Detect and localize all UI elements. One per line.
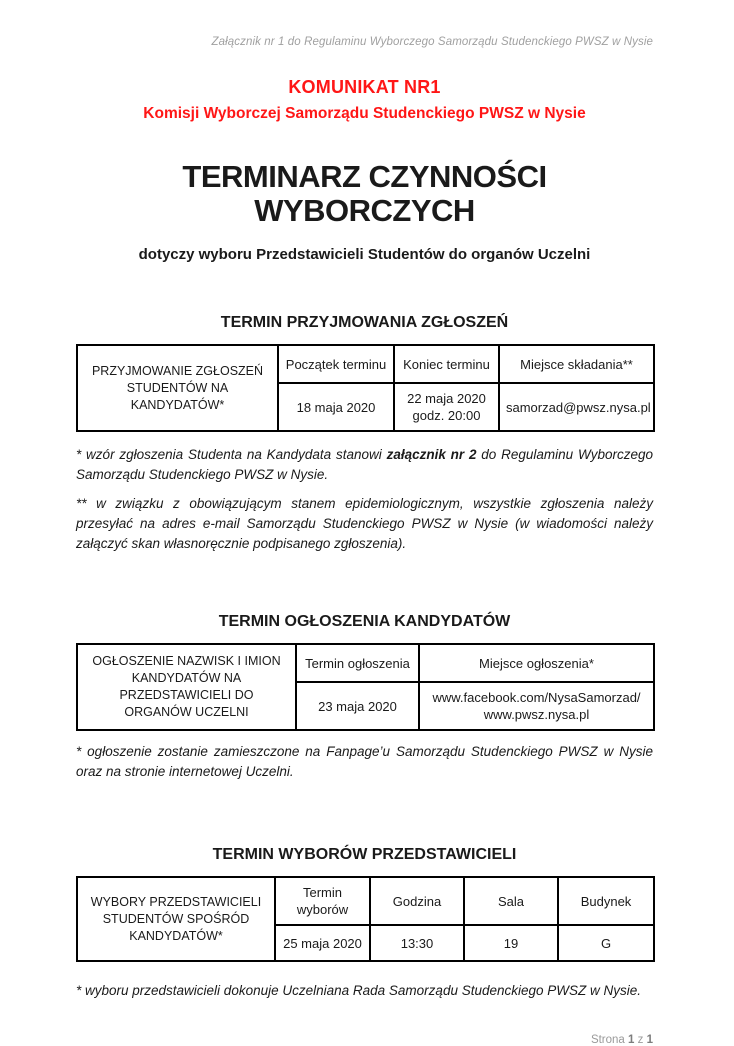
announcement-place-line2: www.pwsz.nysa.pl: [483, 707, 590, 722]
elections-row-label: WYBORY PRZEDSTAWICIELI STUDENTÓW SPOŚRÓD KANDYDATÓW*: [77, 877, 275, 961]
footnote-epidemic-notice: ** w związku z obowiązującym stanem epidemiologicznym, wszystkie zgłoszenia należy przesyłać na adres e-mail Samorządu Studenckiego PWSZ w Nysie (w wiadomości należy załączyć skan własnoręcznie podpisanego zgłoszenia).: [76, 496, 653, 551]
col-header-announcement-place: Miejsce ogłoszenia*: [419, 644, 654, 682]
attachment-note: Załącznik nr 1 do Regulaminu Wyborczego Samorządu Studenckiego PWSZ w Nysie: [211, 36, 653, 48]
candidates-announcement-table: [76, 643, 655, 731]
election-building-value: G: [558, 925, 654, 961]
col-header-election-date: Termin wyborów: [275, 877, 370, 925]
col-header-end-date: Koniec terminu: [394, 345, 499, 383]
footnote-text-pre: * wzór zgłoszenia Studenta na Kandydata stanowi: [76, 447, 387, 462]
main-title: TERMINARZ CZYNNOŚCI WYBORCZYCH: [182, 159, 547, 228]
main-subtitle: dotyczy wyboru Przedstawicieli Studentów do organów Uczelni: [138, 246, 591, 263]
section-submissions: [76, 312, 653, 554]
submissions-row-label: PRZYJMOWANIE ZGŁOSZEŃ STUDENTÓW NA KANDYDATÓW*: [77, 345, 278, 431]
footnote-text-post: do Regulaminu Wyborczego Samorządu Studenckiego PWSZ w Nysie.: [76, 447, 653, 482]
end-date-value: [394, 383, 499, 431]
announcement-place-line1: www.facebook.com/NysaSamorzad/: [432, 690, 641, 705]
footnote-announcement-place: * ogłoszenie zostanie zamieszczone na Fanpage’u Samorządu Studenckiego PWSZ w Nysie oraz na stronie internetowej Uczelni.: [76, 744, 653, 779]
footnote-election-body: * wyboru przedstawicieli dokonuje Uczelniana Rada Samorządu Studenckiego PWSZ w Nysie.: [76, 983, 642, 998]
elections-table: [76, 876, 655, 962]
election-date-value: 25 maja 2020: [275, 925, 370, 961]
document-content: [76, 0, 653, 1046]
end-date-line1: 22 maja 2020: [407, 391, 486, 406]
col-header-building: Budynek: [558, 877, 654, 925]
section-candidates-announcement: [76, 611, 653, 782]
page-footer-separator: z: [637, 1034, 644, 1046]
announcement-date-value: 23 maja 2020: [296, 682, 419, 730]
footnote-text-bold: załącznik nr 2: [386, 447, 477, 462]
col-header-room: Sala: [464, 877, 558, 925]
col-header-submission-place: Miejsce składania**: [499, 345, 654, 383]
end-date-line2: godz. 20:00: [412, 408, 481, 423]
col-header-time: Godzina: [370, 877, 464, 925]
page-footer-label: Strona: [590, 1034, 625, 1046]
page-footer: [76, 1034, 653, 1046]
election-time-value: 13:30: [370, 925, 464, 961]
announcement-title: KOMUNIKAT NR1: [288, 77, 441, 97]
page-total: 1: [646, 1034, 653, 1046]
start-date-value: 18 maja 2020: [278, 383, 394, 431]
section-candidates-heading: TERMIN OGŁOSZENIA KANDYDATÓW: [218, 613, 511, 630]
page-number: 1: [628, 1034, 635, 1046]
section-elections: [76, 844, 653, 1001]
section-elections-heading: TERMIN WYBORÓW PRZEDSTAWICIELI: [212, 846, 517, 863]
election-room-value: 19: [464, 925, 558, 961]
footnote-submission-form: [76, 445, 653, 485]
submission-email-value: samorzad@pwsz.nysa.pl: [499, 383, 654, 431]
section-submissions-heading: TERMIN PRZYJMOWANIA ZGŁOSZEŃ: [220, 314, 509, 331]
col-header-start-date: Początek terminu: [278, 345, 394, 383]
announcement-subtitle: Komisji Wyborczej Samorządu Studenckiego PWSZ w Nysie: [143, 105, 586, 122]
announcement-place-value: [419, 682, 654, 730]
col-header-announcement-date: Termin ogłoszenia: [296, 644, 419, 682]
submissions-table: [76, 344, 655, 432]
candidates-row-label: OGŁOSZENIE NAZWISK I IMION KANDYDATÓW NA PRZEDSTAWICIELI DO ORGANÓW UCZELNI: [77, 644, 296, 730]
